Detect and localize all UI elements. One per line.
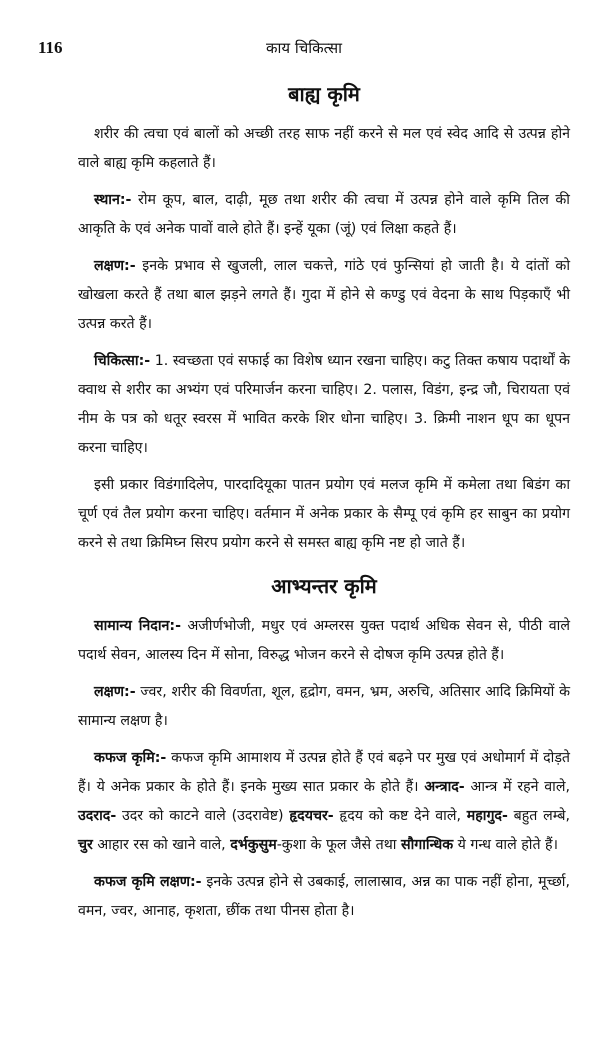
label-udarad: उदराद- (78, 808, 117, 824)
label-saugandhik: सौगान्धिक (400, 837, 454, 853)
paragraph-symptoms (78, 252, 570, 339)
text-location: रोम कूप, बाल, दाढ़ी, मूछ तथा शरीर की त्वचा में उत्पन्न होने वाले कृमि तिल की आकृति के एवं अनेक पावों वाले होते हैं। इन्हें यूका (जूं) एवं लिक्षा कहते हैं। (78, 192, 570, 237)
label-general-causes: सामान्य निदान:- (94, 618, 181, 634)
paragraph-internal-symptoms (78, 678, 570, 736)
heading-external-worms: बाह्य कृमि (288, 82, 360, 106)
text-mahagud: बहुत लम्बे, (507, 808, 570, 824)
text-internal-symptoms: ज्वर, शरीर की विवर्णता, शूल, हृद्रोग, वमन, भ्रम, अरुचि, अतिसार आदि क्रिमियों के सामान्य लक्षण है। (78, 684, 570, 729)
label-darbhkusum: दर्भकुसुम (230, 837, 277, 853)
label-symptoms: लक्षण:- (94, 258, 136, 274)
text-udarad: उदर को काटने वाले (उदरावेष्ट) (116, 808, 290, 824)
text-saugandhik: ये गन्ध वाले होते हैं। (453, 837, 558, 853)
label-location: स्थान:- (94, 192, 132, 208)
paragraph-treatment (78, 347, 570, 463)
label-internal-symptoms: लक्षण:- (94, 684, 136, 700)
page-number: 116 (38, 38, 63, 57)
label-kaphaj-symptoms: कफज कृमि लक्षण:- (94, 874, 202, 890)
label-kaphaj-worms: कफज कृमि:- (94, 750, 167, 766)
label-chur: चुर (78, 837, 93, 853)
page-content (78, 80, 570, 934)
text-chur: आहार रस को खाने वाले, (92, 837, 231, 853)
paragraph-location (78, 186, 570, 244)
running-header (38, 38, 570, 60)
label-mahagud: महागुद- (466, 808, 508, 824)
paragraph-general-causes (78, 612, 570, 670)
paragraph-similarly: इसी प्रकार विडंगादिलेप, पारदादियूका पातन प्रयोग एवं मलज कृमि में कमेला तथा बिडंग का चूर्ण एवं तैल प्रयोग करना चाहिए। वर्तमान में अनेक प्रकार के सैम्पू एवं कृमि हर साबुन का प्रयोग करने से तथा क्रिमिघ्न सिरप प्रयोग करने से समस्त बाह्य कृमि नष्ट हो जाते हैं। (78, 477, 570, 551)
label-antrad: अन्त्राद- (424, 779, 465, 795)
label-hridaychar: हृदयचर- (289, 808, 334, 824)
text-antrad: आन्त्र में रहने वाले, (464, 779, 570, 795)
text-kaphaj-worms: कफज कृमि आमाशय में उत्पन्न होते हैं एवं बढ़ने पर मुख एवं अधोमार्ग में दोड़ते हैं। ये अनेक प्रकार के होते हैं। इनके मुख्य सात प्रकार के होते हैं। (78, 750, 571, 795)
text-treatment: 1. स्वच्छता एवं सफाई का विशेष ध्यान रखना चाहिए। कटु तिक्त कषाय पदार्थों के क्वाथ से शरीर का अभ्यंग एवं परिमार्जन करना चाहिए। 2. पलास, विडंग, इन्द्र जौ, चिरायता एवं नीम के पत्र को धतूर स्वरस में भावित करके शिर धोना चाहिए। 3. क्रिमी नाशन धूप का धूपन करना चाहिए। (78, 353, 570, 456)
paragraph-kaphaj-worms (78, 744, 570, 860)
text-symptoms: इनके प्रभाव से खुजली, लाल चकत्ते, गांठे एवं फुन्सियां हो जाती है। ये दांतों को खोखला करते हैं तथा बाल झड़ने लगते हैं। गुदा में होने से कण्डु एवं वेदना के साथ पिड़काएँ भी उत्पन्न करते हैं। (78, 258, 570, 332)
paragraph-intro: शरीर की त्वचा एवं बालों को अच्छी तरह साफ नहीं करने से मल एवं स्वेद आदि से उत्पन्न होने वाले बाह्य कृमि कहलाते हैं। (78, 126, 570, 171)
text-kaphaj-symptoms: इनके उत्पन्न होने से उबकाई, लालास्राव, अन्न का पाक नहीं होना, मूर्च्छा, वमन, ज्वर, आनाह, कृशता, छींक तथा पीनस होता है। (78, 874, 570, 919)
running-title: काय चिकित्सा (265, 39, 342, 57)
heading-internal-worms: आभ्यन्तर कृमि (271, 574, 377, 598)
text-general-causes: अजीर्णभोजी, मधुर एवं अम्लरस युक्त पदार्थ अधिक सेवन से, पीठी वाले पदार्थ सेवन, आलस्य दिन में सोना, विरुद्ध भोजन करने से दोषज कृमि उत्पन्न होते हैं। (78, 618, 570, 663)
label-treatment: चिकित्सा:- (94, 353, 151, 369)
text-hridaychar: हृदय को कष्ट देने वाले, (333, 808, 467, 824)
text-darbhkusum: -कुशा के फूल जैसे तथा (276, 837, 401, 853)
paragraph-kaphaj-symptoms (78, 868, 570, 926)
